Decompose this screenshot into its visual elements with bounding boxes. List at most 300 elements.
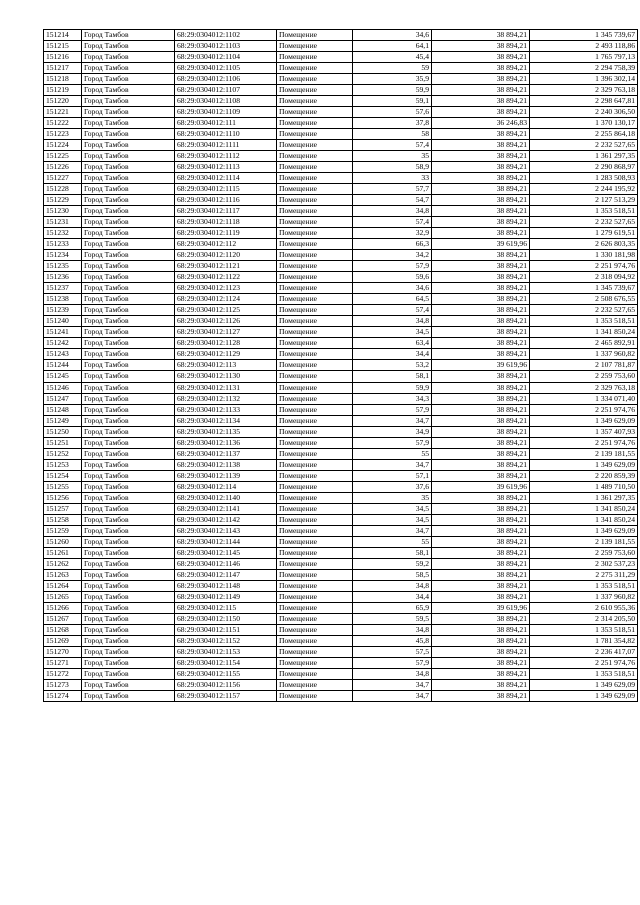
- table-row: [44, 481, 638, 492]
- cadastral-value-cell: 1 337 960,82: [530, 591, 638, 602]
- cadastral-number-cell: 68:29:0304012:1125: [175, 305, 277, 316]
- table-row: [44, 558, 638, 569]
- specific-value-cell: 38 894,21: [432, 426, 530, 437]
- cadastral-value-cell: 2 107 781,87: [530, 360, 638, 371]
- city-cell: Город Тамбов: [82, 250, 175, 261]
- specific-value-cell: 38 894,21: [432, 74, 530, 85]
- table-row: [44, 272, 638, 283]
- table-row: [44, 525, 638, 536]
- cadastral-number-cell: 68:29:0304012:1121: [175, 261, 277, 272]
- table-row: [44, 371, 638, 382]
- city-cell: Город Тамбов: [82, 74, 175, 85]
- area-cell: 55: [353, 536, 432, 547]
- object-type-cell: Помещение: [277, 382, 353, 393]
- cadastral-value-cell: 2 290 868,97: [530, 162, 638, 173]
- cadastral-number-cell: 68:29:0304012:1148: [175, 580, 277, 591]
- specific-value-cell: 38 894,21: [432, 437, 530, 448]
- city-cell: Город Тамбов: [82, 558, 175, 569]
- cadastral-value-cell: 1 341 850,24: [530, 327, 638, 338]
- row-number-cell: 151225: [44, 151, 82, 162]
- cadastral-value-cell: 2 251 974,76: [530, 437, 638, 448]
- city-cell: Город Тамбов: [82, 41, 175, 52]
- object-type-cell: Помещение: [277, 569, 353, 580]
- row-number-cell: 151266: [44, 602, 82, 613]
- cadastral-number-cell: 68:29:0304012:1123: [175, 283, 277, 294]
- cadastral-value-cell: 1 330 181,98: [530, 250, 638, 261]
- cadastral-number-cell: 68:29:0304012:1135: [175, 426, 277, 437]
- city-cell: Город Тамбов: [82, 228, 175, 239]
- cadastral-value-cell: 1 765 797,13: [530, 52, 638, 63]
- city-cell: Город Тамбов: [82, 613, 175, 624]
- cadastral-value-cell: 2 298 647,81: [530, 96, 638, 107]
- area-cell: 59: [353, 63, 432, 74]
- object-type-cell: Помещение: [277, 239, 353, 250]
- row-number-cell: 151267: [44, 613, 82, 624]
- city-cell: Город Тамбов: [82, 140, 175, 151]
- row-number-cell: 151242: [44, 338, 82, 349]
- cadastral-value-cell: 1 353 518,51: [530, 580, 638, 591]
- city-cell: Город Тамбов: [82, 525, 175, 536]
- row-number-cell: 151254: [44, 470, 82, 481]
- object-type-cell: Помещение: [277, 41, 353, 52]
- table-row: [44, 514, 638, 525]
- cadastral-value-cell: 1 345 739,67: [530, 283, 638, 294]
- table-row: [44, 151, 638, 162]
- row-number-cell: 151256: [44, 492, 82, 503]
- city-cell: Город Тамбов: [82, 316, 175, 327]
- city-cell: Город Тамбов: [82, 624, 175, 635]
- object-type-cell: Помещение: [277, 547, 353, 558]
- specific-value-cell: 39 619,96: [432, 481, 530, 492]
- cadastral-number-cell: 68:29:0304012:1124: [175, 294, 277, 305]
- city-cell: Город Тамбов: [82, 96, 175, 107]
- row-number-cell: 151263: [44, 569, 82, 580]
- object-type-cell: Помещение: [277, 448, 353, 459]
- cadastral-number-cell: 68:29:0304012:1110: [175, 129, 277, 140]
- cadastral-value-cell: 2 329 763,18: [530, 85, 638, 96]
- object-type-cell: Помещение: [277, 272, 353, 283]
- city-cell: Город Тамбов: [82, 514, 175, 525]
- table-row: [44, 690, 638, 701]
- area-cell: 34,3: [353, 393, 432, 404]
- area-cell: 35: [353, 492, 432, 503]
- cadastral-value-cell: 2 294 758,39: [530, 63, 638, 74]
- row-number-cell: 151241: [44, 327, 82, 338]
- cadastral-number-cell: 68:29:0304012:1115: [175, 184, 277, 195]
- table-row: [44, 448, 638, 459]
- table-row: [44, 349, 638, 360]
- cadastral-value-cell: 1 349 629,09: [530, 415, 638, 426]
- table-body: [44, 30, 638, 702]
- area-cell: 45,4: [353, 52, 432, 63]
- row-number-cell: 151232: [44, 228, 82, 239]
- area-cell: 55: [353, 448, 432, 459]
- row-number-cell: 151235: [44, 261, 82, 272]
- table-row: [44, 63, 638, 74]
- area-cell: 34,2: [353, 250, 432, 261]
- cadastral-value-cell: 2 232 527,65: [530, 140, 638, 151]
- cadastral-value-cell: 1 353 518,51: [530, 624, 638, 635]
- cadastral-number-cell: 68:29:0304012:1129: [175, 349, 277, 360]
- cadastral-number-cell: 68:29:0304012:1122: [175, 272, 277, 283]
- table-row: [44, 569, 638, 580]
- area-cell: 57,9: [353, 404, 432, 415]
- table-row: [44, 635, 638, 646]
- cadastral-value-cell: 2 251 974,76: [530, 261, 638, 272]
- specific-value-cell: 38 894,21: [432, 382, 530, 393]
- city-cell: Город Тамбов: [82, 393, 175, 404]
- table-row: [44, 107, 638, 118]
- cadastral-value-cell: 1 357 407,93: [530, 426, 638, 437]
- object-type-cell: Помещение: [277, 536, 353, 547]
- specific-value-cell: 38 894,21: [432, 173, 530, 184]
- area-cell: 57,4: [353, 217, 432, 228]
- specific-value-cell: 38 894,21: [432, 338, 530, 349]
- object-type-cell: Помещение: [277, 338, 353, 349]
- object-type-cell: Помещение: [277, 184, 353, 195]
- cadastral-number-cell: 68:29:0304012:1104: [175, 52, 277, 63]
- table-row: [44, 173, 638, 184]
- city-cell: Город Тамбов: [82, 118, 175, 129]
- specific-value-cell: 38 894,21: [432, 668, 530, 679]
- cadastral-value-cell: 1 349 629,09: [530, 525, 638, 536]
- cadastral-number-cell: 68:29:0304012:1133: [175, 404, 277, 415]
- city-cell: Город Тамбов: [82, 151, 175, 162]
- table-row: [44, 162, 638, 173]
- specific-value-cell: 38 894,21: [432, 162, 530, 173]
- specific-value-cell: 38 894,21: [432, 327, 530, 338]
- specific-value-cell: 38 894,21: [432, 679, 530, 690]
- city-cell: Город Тамбов: [82, 668, 175, 679]
- cadastral-number-cell: 68:29:0304012:1112: [175, 151, 277, 162]
- object-type-cell: Помещение: [277, 393, 353, 404]
- area-cell: 34,7: [353, 690, 432, 701]
- specific-value-cell: 38 894,21: [432, 459, 530, 470]
- table-row: [44, 283, 638, 294]
- object-type-cell: Помещение: [277, 415, 353, 426]
- cadastral-value-cell: 1 279 619,51: [530, 228, 638, 239]
- row-number-cell: 151273: [44, 679, 82, 690]
- specific-value-cell: 38 894,21: [432, 657, 530, 668]
- cadastral-number-cell: 68:29:0304012:1102: [175, 30, 277, 41]
- row-number-cell: 151258: [44, 514, 82, 525]
- table-row: [44, 404, 638, 415]
- row-number-cell: 151257: [44, 503, 82, 514]
- cadastral-number-cell: 68:29:0304012:111: [175, 118, 277, 129]
- table-row: [44, 437, 638, 448]
- city-cell: Город Тамбов: [82, 129, 175, 140]
- row-number-cell: 151264: [44, 580, 82, 591]
- cadastral-value-cell: 1 345 739,67: [530, 30, 638, 41]
- city-cell: Город Тамбов: [82, 338, 175, 349]
- row-number-cell: 151246: [44, 382, 82, 393]
- city-cell: Город Тамбов: [82, 470, 175, 481]
- cadastral-value-cell: 2 508 676,55: [530, 294, 638, 305]
- row-number-cell: 151216: [44, 52, 82, 63]
- row-number-cell: 151270: [44, 646, 82, 657]
- city-cell: Город Тамбов: [82, 437, 175, 448]
- object-type-cell: Помещение: [277, 371, 353, 382]
- specific-value-cell: 38 894,21: [432, 250, 530, 261]
- area-cell: 34,4: [353, 591, 432, 602]
- city-cell: Город Тамбов: [82, 382, 175, 393]
- table-row: [44, 426, 638, 437]
- cadastral-value-cell: 1 334 071,40: [530, 393, 638, 404]
- city-cell: Город Тамбов: [82, 206, 175, 217]
- area-cell: 34,7: [353, 459, 432, 470]
- object-type-cell: Помещение: [277, 30, 353, 41]
- specific-value-cell: 38 894,21: [432, 85, 530, 96]
- cadastral-value-cell: 2 236 417,07: [530, 646, 638, 657]
- city-cell: Город Тамбов: [82, 646, 175, 657]
- object-type-cell: Помещение: [277, 503, 353, 514]
- table-row: [44, 228, 638, 239]
- table-row: [44, 118, 638, 129]
- cadastral-value-cell: 1 341 850,24: [530, 514, 638, 525]
- table-row: [44, 30, 638, 41]
- cadastral-number-cell: 68:29:0304012:1145: [175, 547, 277, 558]
- city-cell: Город Тамбов: [82, 30, 175, 41]
- area-cell: 57,1: [353, 470, 432, 481]
- cadastral-value-cell: 2 626 803,35: [530, 239, 638, 250]
- table-row: [44, 195, 638, 206]
- row-number-cell: 151255: [44, 481, 82, 492]
- row-number-cell: 151230: [44, 206, 82, 217]
- object-type-cell: Помещение: [277, 481, 353, 492]
- row-number-cell: 151272: [44, 668, 82, 679]
- row-number-cell: 151237: [44, 283, 82, 294]
- table-row: [44, 470, 638, 481]
- object-type-cell: Помещение: [277, 228, 353, 239]
- cadastral-number-cell: 68:29:0304012:1143: [175, 525, 277, 536]
- row-number-cell: 151218: [44, 74, 82, 85]
- area-cell: 59,6: [353, 272, 432, 283]
- specific-value-cell: 39 619,96: [432, 360, 530, 371]
- city-cell: Город Тамбов: [82, 272, 175, 283]
- cadastral-number-cell: 68:29:0304012:1141: [175, 503, 277, 514]
- cadastral-value-cell: 1 353 518,51: [530, 668, 638, 679]
- table-row: [44, 503, 638, 514]
- specific-value-cell: 38 894,21: [432, 41, 530, 52]
- city-cell: Город Тамбов: [82, 184, 175, 195]
- cadastral-number-cell: 68:29:0304012:1113: [175, 162, 277, 173]
- specific-value-cell: 39 619,96: [432, 602, 530, 613]
- object-type-cell: Помещение: [277, 613, 353, 624]
- cadastral-value-cell: 1 361 297,35: [530, 492, 638, 503]
- specific-value-cell: 38 894,21: [432, 316, 530, 327]
- object-type-cell: Помещение: [277, 426, 353, 437]
- object-type-cell: Помещение: [277, 162, 353, 173]
- object-type-cell: Помещение: [277, 250, 353, 261]
- table-row: [44, 327, 638, 338]
- table-row: [44, 657, 638, 668]
- row-number-cell: 151260: [44, 536, 82, 547]
- specific-value-cell: 38 894,21: [432, 690, 530, 701]
- object-type-cell: Помещение: [277, 283, 353, 294]
- row-number-cell: 151248: [44, 404, 82, 415]
- cadastral-number-cell: 68:29:0304012:1139: [175, 470, 277, 481]
- table-row: [44, 52, 638, 63]
- specific-value-cell: 38 894,21: [432, 525, 530, 536]
- city-cell: Город Тамбов: [82, 371, 175, 382]
- specific-value-cell: 38 894,21: [432, 470, 530, 481]
- cadastral-value-cell: 1 349 629,09: [530, 679, 638, 690]
- table-row: [44, 294, 638, 305]
- row-number-cell: 151236: [44, 272, 82, 283]
- cadastral-value-cell: 2 259 753,60: [530, 371, 638, 382]
- city-cell: Город Тамбов: [82, 261, 175, 272]
- table-row: [44, 547, 638, 558]
- table-row: [44, 305, 638, 316]
- specific-value-cell: 38 894,21: [432, 514, 530, 525]
- table-row: [44, 459, 638, 470]
- object-type-cell: Помещение: [277, 514, 353, 525]
- cadastral-number-cell: 68:29:0304012:1147: [175, 569, 277, 580]
- cadastral-value-cell: 2 127 513,29: [530, 195, 638, 206]
- specific-value-cell: 38 894,21: [432, 195, 530, 206]
- area-cell: 34,6: [353, 30, 432, 41]
- table-row: [44, 679, 638, 690]
- table-row: [44, 536, 638, 547]
- cadastral-number-cell: 68:29:0304012:1138: [175, 459, 277, 470]
- specific-value-cell: 38 894,21: [432, 393, 530, 404]
- object-type-cell: Помещение: [277, 327, 353, 338]
- area-cell: 34,8: [353, 668, 432, 679]
- cadastral-number-cell: 68:29:0304012:114: [175, 481, 277, 492]
- area-cell: 65,9: [353, 602, 432, 613]
- area-cell: 58: [353, 129, 432, 140]
- cadastral-number-cell: 68:29:0304012:1142: [175, 514, 277, 525]
- city-cell: Город Тамбов: [82, 547, 175, 558]
- specific-value-cell: 38 894,21: [432, 206, 530, 217]
- cadastral-number-cell: 68:29:0304012:1109: [175, 107, 277, 118]
- document-page: [43, 29, 638, 702]
- row-number-cell: 151250: [44, 426, 82, 437]
- city-cell: Город Тамбов: [82, 283, 175, 294]
- city-cell: Город Тамбов: [82, 327, 175, 338]
- cadastral-number-cell: 68:29:0304012:1131: [175, 382, 277, 393]
- city-cell: Город Тамбов: [82, 635, 175, 646]
- table-row: [44, 492, 638, 503]
- area-cell: 64,1: [353, 41, 432, 52]
- city-cell: Город Тамбов: [82, 426, 175, 437]
- object-type-cell: Помещение: [277, 129, 353, 140]
- area-cell: 34,5: [353, 514, 432, 525]
- specific-value-cell: 38 894,21: [432, 536, 530, 547]
- object-type-cell: Помещение: [277, 657, 353, 668]
- cadastral-number-cell: 68:29:0304012:1120: [175, 250, 277, 261]
- area-cell: 57,4: [353, 305, 432, 316]
- city-cell: Город Тамбов: [82, 481, 175, 492]
- specific-value-cell: 38 894,21: [432, 228, 530, 239]
- area-cell: 37,6: [353, 481, 432, 492]
- specific-value-cell: 38 894,21: [432, 448, 530, 459]
- row-number-cell: 151249: [44, 415, 82, 426]
- area-cell: 35: [353, 151, 432, 162]
- city-cell: Город Тамбов: [82, 690, 175, 701]
- area-cell: 59,5: [353, 613, 432, 624]
- specific-value-cell: 38 894,21: [432, 294, 530, 305]
- row-number-cell: 151244: [44, 360, 82, 371]
- specific-value-cell: 38 894,21: [432, 63, 530, 74]
- specific-value-cell: 38 894,21: [432, 129, 530, 140]
- row-number-cell: 151251: [44, 437, 82, 448]
- specific-value-cell: 38 894,21: [432, 217, 530, 228]
- cadastral-number-cell: 68:29:0304012:1107: [175, 85, 277, 96]
- row-number-cell: 151214: [44, 30, 82, 41]
- row-number-cell: 151247: [44, 393, 82, 404]
- city-cell: Город Тамбов: [82, 536, 175, 547]
- row-number-cell: 151222: [44, 118, 82, 129]
- area-cell: 34,8: [353, 580, 432, 591]
- cadastral-number-cell: 68:29:0304012:1153: [175, 646, 277, 657]
- object-type-cell: Помещение: [277, 140, 353, 151]
- row-number-cell: 151245: [44, 371, 82, 382]
- cadastral-value-cell: 2 240 306,50: [530, 107, 638, 118]
- table-row: [44, 360, 638, 371]
- row-number-cell: 151261: [44, 547, 82, 558]
- row-number-cell: 151229: [44, 195, 82, 206]
- specific-value-cell: 38 894,21: [432, 140, 530, 151]
- cadastral-value-cell: 1 353 518,51: [530, 206, 638, 217]
- row-number-cell: 151227: [44, 173, 82, 184]
- area-cell: 59,9: [353, 85, 432, 96]
- cadastral-number-cell: 68:29:0304012:1105: [175, 63, 277, 74]
- area-cell: 57,9: [353, 437, 432, 448]
- row-number-cell: 151228: [44, 184, 82, 195]
- specific-value-cell: 38 894,21: [432, 283, 530, 294]
- row-number-cell: 151234: [44, 250, 82, 261]
- area-cell: 34,8: [353, 624, 432, 635]
- object-type-cell: Помещение: [277, 679, 353, 690]
- cadastral-value-cell: 2 259 753,60: [530, 547, 638, 558]
- table-row: [44, 85, 638, 96]
- area-cell: 34,9: [353, 426, 432, 437]
- cadastral-value-cell: 2 610 955,36: [530, 602, 638, 613]
- area-cell: 34,8: [353, 206, 432, 217]
- object-type-cell: Помещение: [277, 316, 353, 327]
- object-type-cell: Помещение: [277, 195, 353, 206]
- cadastral-number-cell: 68:29:0304012:115: [175, 602, 277, 613]
- cadastral-number-cell: 68:29:0304012:1157: [175, 690, 277, 701]
- row-number-cell: 151253: [44, 459, 82, 470]
- specific-value-cell: 39 619,96: [432, 239, 530, 250]
- area-cell: 34,8: [353, 316, 432, 327]
- cadastral-number-cell: 68:29:0304012:1146: [175, 558, 277, 569]
- specific-value-cell: 38 894,21: [432, 184, 530, 195]
- row-number-cell: 151274: [44, 690, 82, 701]
- cadastral-number-cell: 68:29:0304012:1117: [175, 206, 277, 217]
- cadastral-value-cell: 2 329 763,18: [530, 382, 638, 393]
- cadastral-value-cell: 2 220 859,39: [530, 470, 638, 481]
- cadastral-value-cell: 2 244 195,92: [530, 184, 638, 195]
- cadastral-number-cell: 68:29:0304012:1103: [175, 41, 277, 52]
- area-cell: 45,8: [353, 635, 432, 646]
- area-cell: 54,7: [353, 195, 432, 206]
- row-number-cell: 151265: [44, 591, 82, 602]
- table-row: [44, 129, 638, 140]
- row-number-cell: 151268: [44, 624, 82, 635]
- cadastral-number-cell: 68:29:0304012:1132: [175, 393, 277, 404]
- cadastral-value-cell: 1 370 130,17: [530, 118, 638, 129]
- cadastral-value-cell: 1 283 508,93: [530, 173, 638, 184]
- city-cell: Город Тамбов: [82, 492, 175, 503]
- object-type-cell: Помещение: [277, 360, 353, 371]
- cadastral-value-cell: 2 318 094,92: [530, 272, 638, 283]
- city-cell: Город Тамбов: [82, 305, 175, 316]
- object-type-cell: Помещение: [277, 294, 353, 305]
- city-cell: Город Тамбов: [82, 162, 175, 173]
